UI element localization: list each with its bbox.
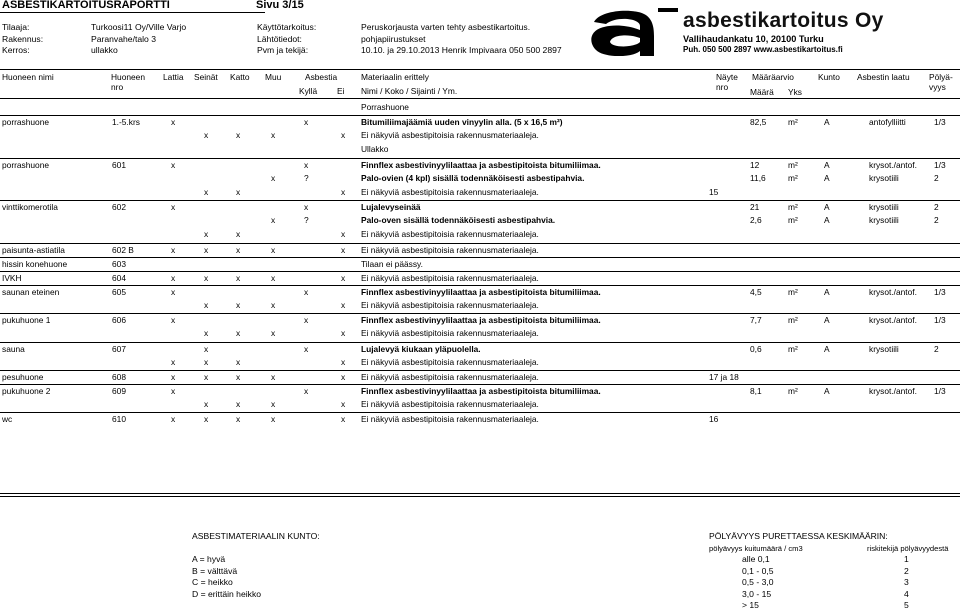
cell-mat: Bitumiliimajäämiä uuden vinyylin alla. (5 x 16,5 m²) [361, 117, 563, 128]
cell-f: x [171, 371, 176, 382]
cell-q: antofylliitti [869, 117, 906, 128]
cell-unit: m² [788, 343, 798, 354]
meta-value: Peruskorjausta varten tehty asbestikartoitus. [361, 22, 531, 32]
dust-legend-title: PÖLYÄVYYS PURETTAESSA KESKIMÄÄRIN: [709, 531, 888, 541]
meta-label: Lähtötiedot: [257, 33, 302, 44]
dust-risk: 2 [904, 565, 909, 576]
cell-name: porrashuone [2, 117, 50, 128]
cell-mat: Ei näkyviä asbestipitoisia rakennusmateriaaleja. [361, 371, 539, 382]
cell-no: 602 B [112, 244, 134, 255]
cell-cond: A [824, 386, 830, 396]
meta-value: pohjapiirustukset [361, 33, 426, 44]
cell-cond: A [824, 343, 830, 354]
cell-amt: 21 [750, 202, 760, 213]
cell-d: 2 [934, 202, 939, 213]
cell-mat: Ei näkyviä asbestipitoisia rakennusmateriaaleja. [361, 272, 539, 283]
table-row [0, 356, 960, 369]
table-row [0, 342, 960, 355]
cell-w: x [204, 244, 209, 255]
cell-cond: A [824, 286, 830, 297]
cell-name: pukuhuone 1 [2, 315, 51, 326]
cell-cond: A [824, 117, 830, 128]
cell-name: pesuhuone [2, 371, 44, 382]
cell-no: 1.-5.krs [112, 117, 140, 128]
cell-mat: Palo-oven sisällä todennäköisesti asbestipahvia. [361, 215, 556, 226]
cell-unit: m² [788, 215, 798, 226]
cell-yes: x [304, 386, 309, 396]
col-material-sub: Nimi / Koko / Sijainti / Ym. [361, 86, 458, 96]
cell-m: x [271, 130, 276, 141]
col-amount: Määrä [750, 87, 774, 97]
cell-yes: x [304, 159, 309, 170]
table-row [0, 243, 960, 256]
table-row [0, 214, 960, 227]
dust-row [709, 554, 959, 566]
cell-f: x [171, 202, 176, 213]
meta-value: 10.10. ja 29.10.2013 Henrik Impivaara 050 500 2897 [361, 45, 562, 55]
cell-no: x [341, 414, 346, 425]
cell-w: x [204, 356, 209, 367]
col-room-no: Huoneen nro [111, 72, 145, 92]
cell-amt: 8,1 [750, 386, 762, 396]
condition-legend [192, 531, 320, 600]
cell-s: 16 [709, 414, 719, 425]
cell-s: 15 [709, 186, 719, 197]
meta-left-values [91, 22, 186, 57]
cell-no: 608 [112, 371, 126, 382]
meta-right-labels [257, 22, 316, 57]
dust-rows [709, 554, 959, 612]
cell-mat: Ei näkyviä asbestipitoisia rakennusmateriaaleja. [361, 328, 539, 339]
cell-name: porrashuone [2, 159, 50, 170]
cell-mat: Ei näkyviä asbestipitoisia rakennusmateriaaleja. [361, 130, 539, 141]
col-other: Muu [265, 72, 282, 82]
cell-unit: m² [788, 286, 798, 297]
condition-item: B = välttävä [192, 565, 238, 576]
table-row [0, 412, 960, 425]
cell-f: x [171, 356, 176, 367]
header-top-rule [0, 69, 960, 70]
cell-k: x [236, 272, 241, 283]
cell-no: x [341, 399, 346, 410]
cell-amt: 12 [750, 159, 760, 170]
meta-value: Turkoosi11 Oy/Ville Varjo [91, 22, 187, 32]
dust-row [709, 566, 959, 578]
col-material: Materiaalin erittely [361, 72, 429, 82]
cell-q: krysotiili [869, 215, 899, 226]
dust-head-left: pölyävyys kuitumäärä / cm3 [709, 543, 803, 553]
dust-row [709, 600, 959, 612]
cell-f: x [171, 272, 176, 283]
meta-label: Rakennus: [2, 33, 44, 44]
report-title: ASBESTIKARTOITUSRAPORTTI [2, 0, 170, 11]
meta-right-values [361, 22, 562, 57]
cell-f: x [171, 286, 176, 297]
cell-no: 602 [112, 202, 126, 213]
cell-w: x [204, 371, 209, 382]
meta-value: ullakko [91, 45, 118, 55]
col-unit: Yks [788, 87, 802, 97]
cell-k: x [236, 414, 241, 425]
table-row [0, 271, 960, 284]
cell-no: 605 [112, 286, 126, 297]
cell-mat: Ei näkyviä asbestipitoisia rakennusmateriaaleja. [361, 414, 539, 425]
col-room-name: Huoneen nimi [2, 72, 54, 82]
cell-name: vinttikomerotila [2, 202, 58, 213]
cell-f: x [171, 386, 176, 396]
table-row [0, 313, 960, 326]
cell-amt: 7,7 [750, 315, 762, 326]
cell-cond: A [824, 315, 830, 326]
cell-q: krysotiili [869, 172, 899, 183]
title-underline [0, 12, 265, 13]
table-row [0, 228, 960, 241]
dust-range: > 15 [742, 600, 759, 610]
dust-range: 3,0 - 15 [742, 588, 772, 599]
dust-legend [709, 531, 959, 612]
cell-mat: Finnflex asbestivinyylilaattaa ja asbestipitoista bitumiliimaa. [361, 159, 601, 170]
col-yes: Kyllä [299, 86, 318, 96]
cell-name: saunan eteinen [2, 286, 60, 297]
table-row [0, 398, 960, 411]
dust-range: 0,5 - 3,0 [742, 577, 774, 587]
cell-mat: Lujalevyseinää [361, 202, 421, 213]
meta-label: Tilaaja: [2, 22, 30, 32]
cell-d: 2 [934, 343, 939, 354]
company-logo [586, 8, 958, 56]
logo-brand: asbestikartoitus Oy [683, 9, 884, 32]
cell-unit: m² [788, 386, 798, 396]
table-row [0, 384, 960, 397]
cell-k: x [236, 186, 241, 197]
cell-m: x [271, 328, 276, 339]
cell-f: x [171, 414, 176, 425]
cell-no: x [341, 244, 346, 255]
dust-risk: 1 [904, 554, 909, 564]
meta-label: Käyttötarkoitus: [257, 22, 317, 32]
cell-no: x [341, 371, 346, 382]
table-row [0, 257, 960, 270]
cell-name: hissin konehuone [2, 258, 68, 269]
cell-d: 2 [934, 215, 939, 226]
logo-address: Vallihaudankatu 10, 20100 Turku [683, 34, 824, 44]
cell-w: x [204, 343, 209, 354]
table-row [0, 158, 960, 171]
col-condition: Kunto [818, 72, 840, 82]
col-sample: Näyte nro [716, 72, 738, 92]
cell-m: x [271, 300, 276, 311]
cell-unit: m² [788, 172, 798, 183]
col-asbestos: Asbestia [305, 72, 338, 82]
cell-f: x [171, 315, 176, 326]
cell-w: x [204, 414, 209, 425]
cell-name: wc [2, 414, 13, 425]
cell-q: krysot./antof. [869, 315, 917, 326]
col-no: Ei [337, 86, 345, 96]
report-header [0, 0, 960, 66]
cell-mat: Ei näkyviä asbestipitoisia rakennusmateriaaleja. [361, 186, 539, 197]
table-row [0, 299, 960, 312]
cell-q: krysot./antof. [869, 386, 917, 396]
cell-name: paisunta-astiatila [2, 244, 65, 255]
cell-amt: 11,6 [750, 172, 766, 183]
cell-m: x [271, 414, 276, 425]
cell-mat: Finnflex asbestivinyylilaattaa ja asbestipitoista bitumiliimaa. [361, 286, 601, 297]
meta-label: Pvm ja tekijä: [257, 45, 309, 55]
cell-d: 1/3 [934, 117, 946, 128]
dust-range: 0,1 - 0,5 [742, 565, 774, 576]
cell-m: x [271, 215, 276, 226]
cell-k: x [236, 356, 241, 367]
condition-legend-title: ASBESTIMATERIAALIN KUNTO: [192, 531, 320, 541]
cell-w: x [204, 186, 209, 197]
cell-mat: Finnflex asbestivinyylilaattaa ja asbestipitoista bitumiliimaa. [361, 386, 601, 396]
cell-k: x [236, 229, 241, 240]
cell-no: 604 [112, 272, 126, 283]
logo-a-mark [586, 8, 678, 56]
cell-no: x [341, 300, 346, 311]
cell-mat: Lujalevyä kiukaan yläpuolella. [361, 343, 481, 354]
dust-row [709, 589, 959, 601]
cell-w: x [204, 328, 209, 339]
cell-no: x [341, 130, 346, 141]
cell-yes: x [304, 117, 309, 128]
cell-d: 1/3 [934, 315, 946, 326]
cell-unit: m² [788, 159, 798, 170]
cell-w: x [204, 399, 209, 410]
cell-k: x [236, 328, 241, 339]
cell-yes: x [304, 286, 309, 297]
section-label: Ullakko [361, 144, 389, 155]
cell-mat: Ei näkyviä asbestipitoisia rakennusmateriaaleja. [361, 356, 539, 367]
table-row [0, 370, 960, 383]
cell-q: krysot./antof. [869, 286, 917, 297]
cell-k: x [236, 371, 241, 382]
logo-contact: Puh. 050 500 2897 www.asbestikartoitus.fi [683, 45, 843, 54]
cell-no: x [341, 186, 346, 197]
cell-s: 17 ja 18 [709, 371, 739, 382]
col-quality: Asbestin laatu [857, 72, 910, 82]
cell-mat: Ei näkyviä asbestipitoisia rakennusmateriaaleja. [361, 399, 539, 410]
meta-label: Kerros: [2, 45, 30, 55]
dust-risk: 5 [904, 600, 909, 610]
table-row [0, 129, 960, 142]
cell-mat: Ei näkyviä asbestipitoisia rakennusmateriaaleja. [361, 229, 539, 240]
dust-head-right: riskitekijä pölyävyydestä [867, 543, 949, 553]
dust-row [709, 577, 959, 589]
cell-q: krysotiili [869, 202, 899, 213]
section-label: Porrashuone [361, 102, 409, 112]
cell-d: 2 [934, 172, 939, 183]
cell-no: x [341, 356, 346, 367]
cell-d: 1/3 [934, 286, 946, 297]
condition-item: A = hyvä [192, 554, 226, 564]
cell-amt: 2,6 [750, 215, 762, 226]
cell-k: x [236, 399, 241, 410]
cell-no: x [341, 229, 346, 240]
header-bottom-rule [0, 98, 960, 99]
condition-item: C = heikko [192, 577, 233, 587]
page-number: Sivu 3/15 [256, 0, 304, 11]
cell-mat: Finnflex asbestivinyylilaattaa ja asbestipitoista bitumiliimaa. [361, 315, 601, 326]
cell-yes: x [304, 343, 309, 354]
table-row [0, 115, 960, 128]
cell-k: x [236, 300, 241, 311]
cell-d: 1/3 [934, 159, 946, 170]
cell-name: IVKH [2, 272, 22, 283]
cell-mat: Palo-ovien (4 kpl) sisällä todennäköisesti asbestipahvia. [361, 172, 585, 183]
col-ceiling: Katto [230, 72, 250, 82]
cell-w: x [204, 130, 209, 141]
cell-no: x [341, 328, 346, 339]
cell-no: 610 [112, 414, 126, 425]
cell-m: x [271, 399, 276, 410]
cell-unit: m² [788, 202, 798, 213]
cell-mat: Tilaan ei päässy. [361, 258, 423, 269]
cell-f: x [171, 117, 176, 128]
cell-yes: x [304, 202, 309, 213]
table-row [0, 186, 960, 199]
cell-no: 607 [112, 343, 126, 354]
table-row [0, 327, 960, 340]
cell-cond: A [824, 202, 830, 213]
table-row [0, 285, 960, 298]
cell-w: x [204, 229, 209, 240]
section-row [0, 143, 960, 156]
cell-mat: Ei näkyviä asbestipitoisia rakennusmateriaaleja. [361, 300, 539, 311]
cell-yes: ? [304, 215, 309, 226]
cell-k: x [236, 130, 241, 141]
table-end-rule [0, 493, 960, 494]
cell-amt: 82,5 [750, 117, 767, 128]
cell-m: x [271, 172, 276, 183]
cell-yes: ? [304, 172, 309, 183]
cell-name: pukuhuone 2 [2, 386, 51, 396]
cell-no: 606 [112, 315, 126, 326]
dust-risk: 4 [904, 588, 909, 599]
cell-w: x [204, 300, 209, 311]
dust-range: alle 0,1 [742, 554, 770, 564]
col-wall: Seinät [194, 72, 218, 82]
col-estimate: Määräarvio [752, 72, 794, 82]
cell-amt: 0,6 [750, 343, 762, 354]
meta-left-labels [2, 22, 43, 57]
cell-m: x [271, 272, 276, 283]
cell-no: 609 [112, 386, 126, 396]
meta-value: Paranvahe/talo 3 [91, 33, 156, 44]
col-floor: Lattia [163, 72, 184, 82]
col-dust: Pölyä- vyys [929, 72, 953, 92]
cell-no: x [341, 272, 346, 283]
cell-m: x [271, 244, 276, 255]
cell-amt: 4,5 [750, 286, 762, 297]
cell-yes: x [304, 315, 309, 326]
cell-cond: A [824, 159, 830, 170]
cell-w: x [204, 272, 209, 283]
section-row [0, 101, 960, 114]
cell-cond: A [824, 172, 830, 183]
cell-k: x [236, 244, 241, 255]
cell-q: krysotiili [869, 343, 899, 354]
cell-cond: A [824, 215, 830, 226]
table-row [0, 200, 960, 213]
cell-unit: m² [788, 315, 798, 326]
condition-item: D = erittäin heikko [192, 588, 262, 599]
table-row [0, 172, 960, 185]
cell-f: x [171, 244, 176, 255]
cell-mat: Ei näkyviä asbestipitoisia rakennusmateriaaleja. [361, 244, 539, 255]
cell-f: x [171, 159, 176, 170]
dust-risk: 3 [904, 577, 909, 587]
table-end-rule-2 [0, 496, 960, 497]
cell-name: sauna [2, 343, 25, 354]
cell-q: krysot./antof. [869, 159, 917, 170]
cell-d: 1/3 [934, 386, 946, 396]
table-header [0, 69, 960, 99]
cell-no: 603 [112, 258, 126, 269]
cell-m: x [271, 371, 276, 382]
cell-no: 601 [112, 159, 126, 170]
cell-unit: m² [788, 117, 798, 128]
